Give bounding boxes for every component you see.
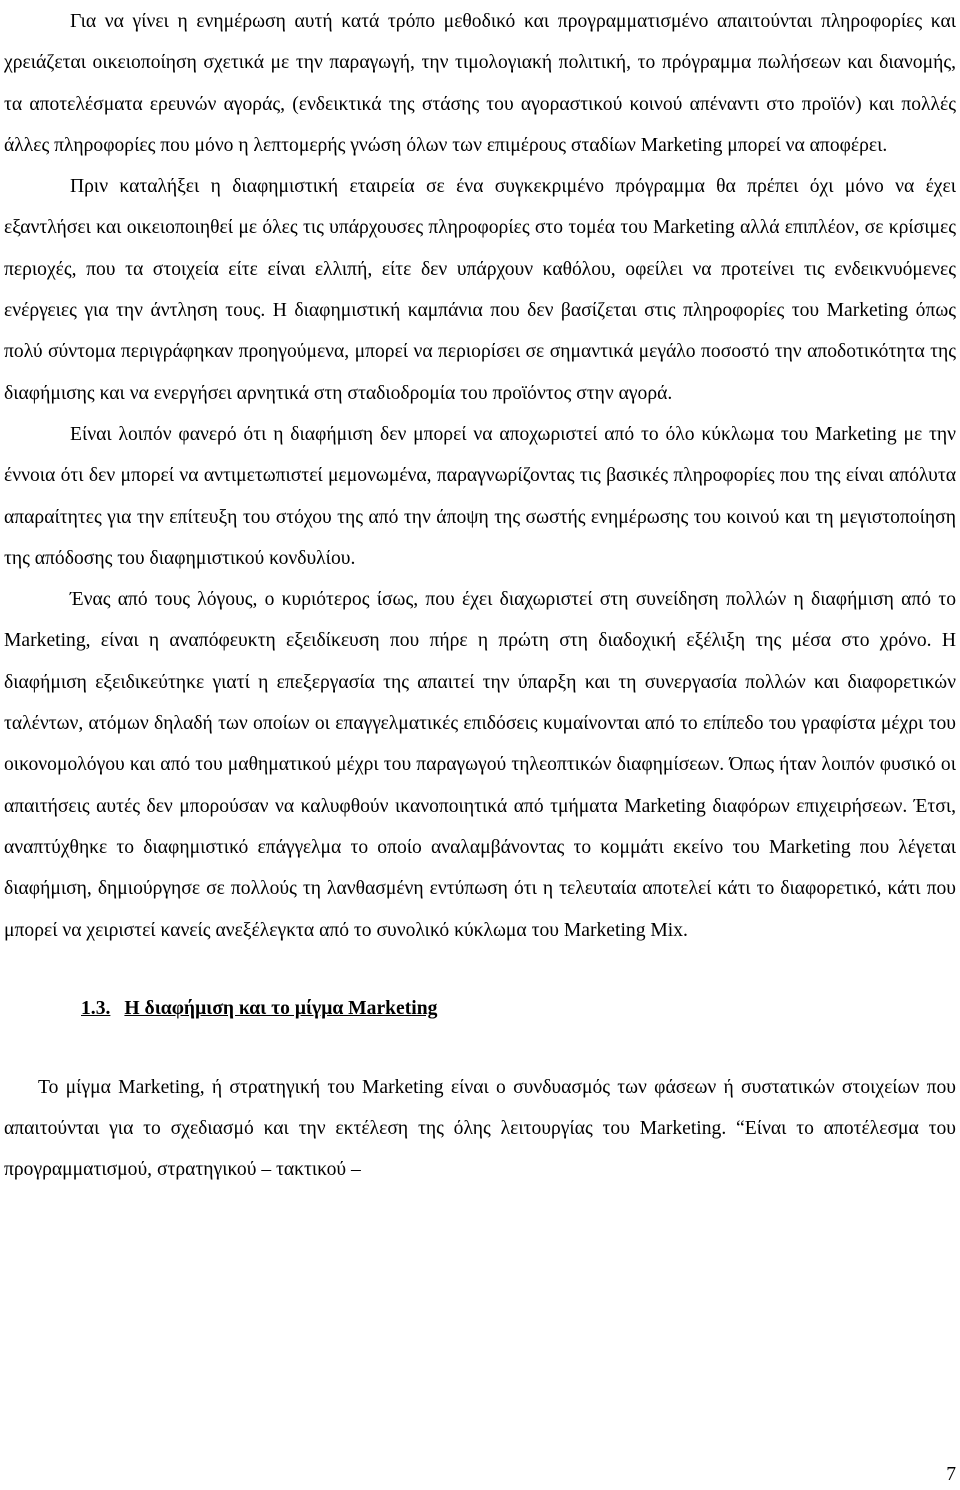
document-page [4, 0, 956, 1191]
paragraph-marketing-cycle: Είναι λοιπόν φανερό ότι η διαφήμιση δεν μπορεί να αποχωριστεί από το όλο κύκλωμα του Marketing με την έννοια ότι δεν μπορεί να αντιμετωπιστεί μεμονωμένα, παραγνωρίζοντας τις βασικές πληροφορίες που της είναι απόλυτα απαραίτητες για την επίτευξη του στόχου της από την άποψη της σωστής ενημέρωσης του κοινού και τη μεγιστοποίηση της απόδοσης του διαφημιστικού κονδυλίου. [4, 423, 956, 569]
section-title: Η διαφήμιση και το μίγμα Marketing [124, 997, 438, 1019]
section-heading [4, 951, 956, 1067]
paragraph-agency-program: Πριν καταλήξει η διαφημιστική εταιρεία σε ένα συγκεκριμένο πρόγραμμα θα πρέπει όχι μόνο να έχει εξαντλήσει και οικειοποιηθεί με όλες τις υπάρχουσες πληροφορίες στο τομέα του Marketing αλλά επιπλέον, σε κρίσιμες περιοχές, που τα στοιχεία είτε είναι ελλιπή, είτε δεν υπάρχουν καθόλου, οφείλει να προτείνει τις ενδεικνυόμενες ενέργειες για την άντληση τους. Η διαφημιστική καμπάνια που δεν βασίζεται στις πληροφορίες του Marketing όπως πολύ σύντομα περιγράφηκαν προηγούμενα, μπορεί να περιορίσει σε σημαντικά μεγάλο ποσοστό την αποδοτικότητα της διαφήμισης και να ενεργήσει αρνητικά στη σταδιοδρομία του προϊόντος στην αγορά. [4, 176, 956, 404]
paragraph-marketing-mix: Το μίγμα Marketing, ή στρατηγική του Marketing είναι ο συνδυασμός των φάσεων ή συστατικών στοιχείων που απαιτούνται για το σχεδιασμό και την εκτέλεση της όλης λειτουργίας του Marketing. “Είναι το αποτέλεσμα του προγραμματισμού, στρατηγικού – τακτικού – [4, 1076, 956, 1181]
paragraph-information-needs: Για να γίνει η ενημέρωση αυτή κατά τρόπο μεθοδικό και προγραμματισμένο απαιτούνται πληροφορίες και χρειάζεται οικειοποίηση σχετικά με την παραγωγή, την τιμολογιακή πολιτική, το πρόγραμμα πωλήσεων και διανομής, τα αποτελέσματα ερευνών αγοράς, (ενδεικτικά της στάσης του αγοραστικού κοινού απέναντι στο προϊόν) και πολλές άλλες πληροφορίες που μόνο η λεπτομερής γνώση όλων των επιμέρους σταδίων Marketing μπορεί να αποφέρει. [4, 11, 956, 156]
paragraph-specialization: Ένας από τους λόγους, ο κυριότερος ίσως, που έχει διαχωριστεί στη συνείδηση πολλών η διαφήμιση από το Marketing, είναι η αναπόφευκτη εξειδίκευση που πήρε η πρώτη στη διαδοχική εξέλιξη της μέσα στο χρόνο. Η διαφήμιση εξειδικεύτηκε γιατί η επεξεργασία της απαιτεί την ύπαρξη και τη συνεργασία πολλών και διαφορετικών ταλέντων, ατόμων δηλαδή των οποίων οι επαγγελματικές επιδόσεις κυμαίνονται από το επίπεδο του γραφίστα μέχρι του οικονομολόγου και από του μαθηματικού μέχρι του παραγωγού τηλεοπτικών διαφημίσεων. Όπως ήταν λοιπόν φυσικό οι απαιτήσεις αυτές δεν μπορούσαν να καλυφθούν ικανοποιητικά από τμήματα Marketing διαφόρων επιχειρήσεων. Έτσι, αναπτύχθηκε το διαφημιστικό επάγγελμα το οποίο αναλαμβάνοντας το κομμάτι εκείνο του Marketing που λέγεται διαφήμιση, δημιούργησε σε πολλούς τη λανθασμένη εντύπωση ότι η τελευταία αποτελεί κάτι το διαφορετικό, κάτι που μπορεί να χειριστεί κανείς ανεξέλεγκτα από το συνολικό κύκλωμα του Marketing Mix. [4, 589, 956, 941]
page-number: 7 [946, 1464, 956, 1485]
section-number: 1.3. [81, 997, 111, 1019]
